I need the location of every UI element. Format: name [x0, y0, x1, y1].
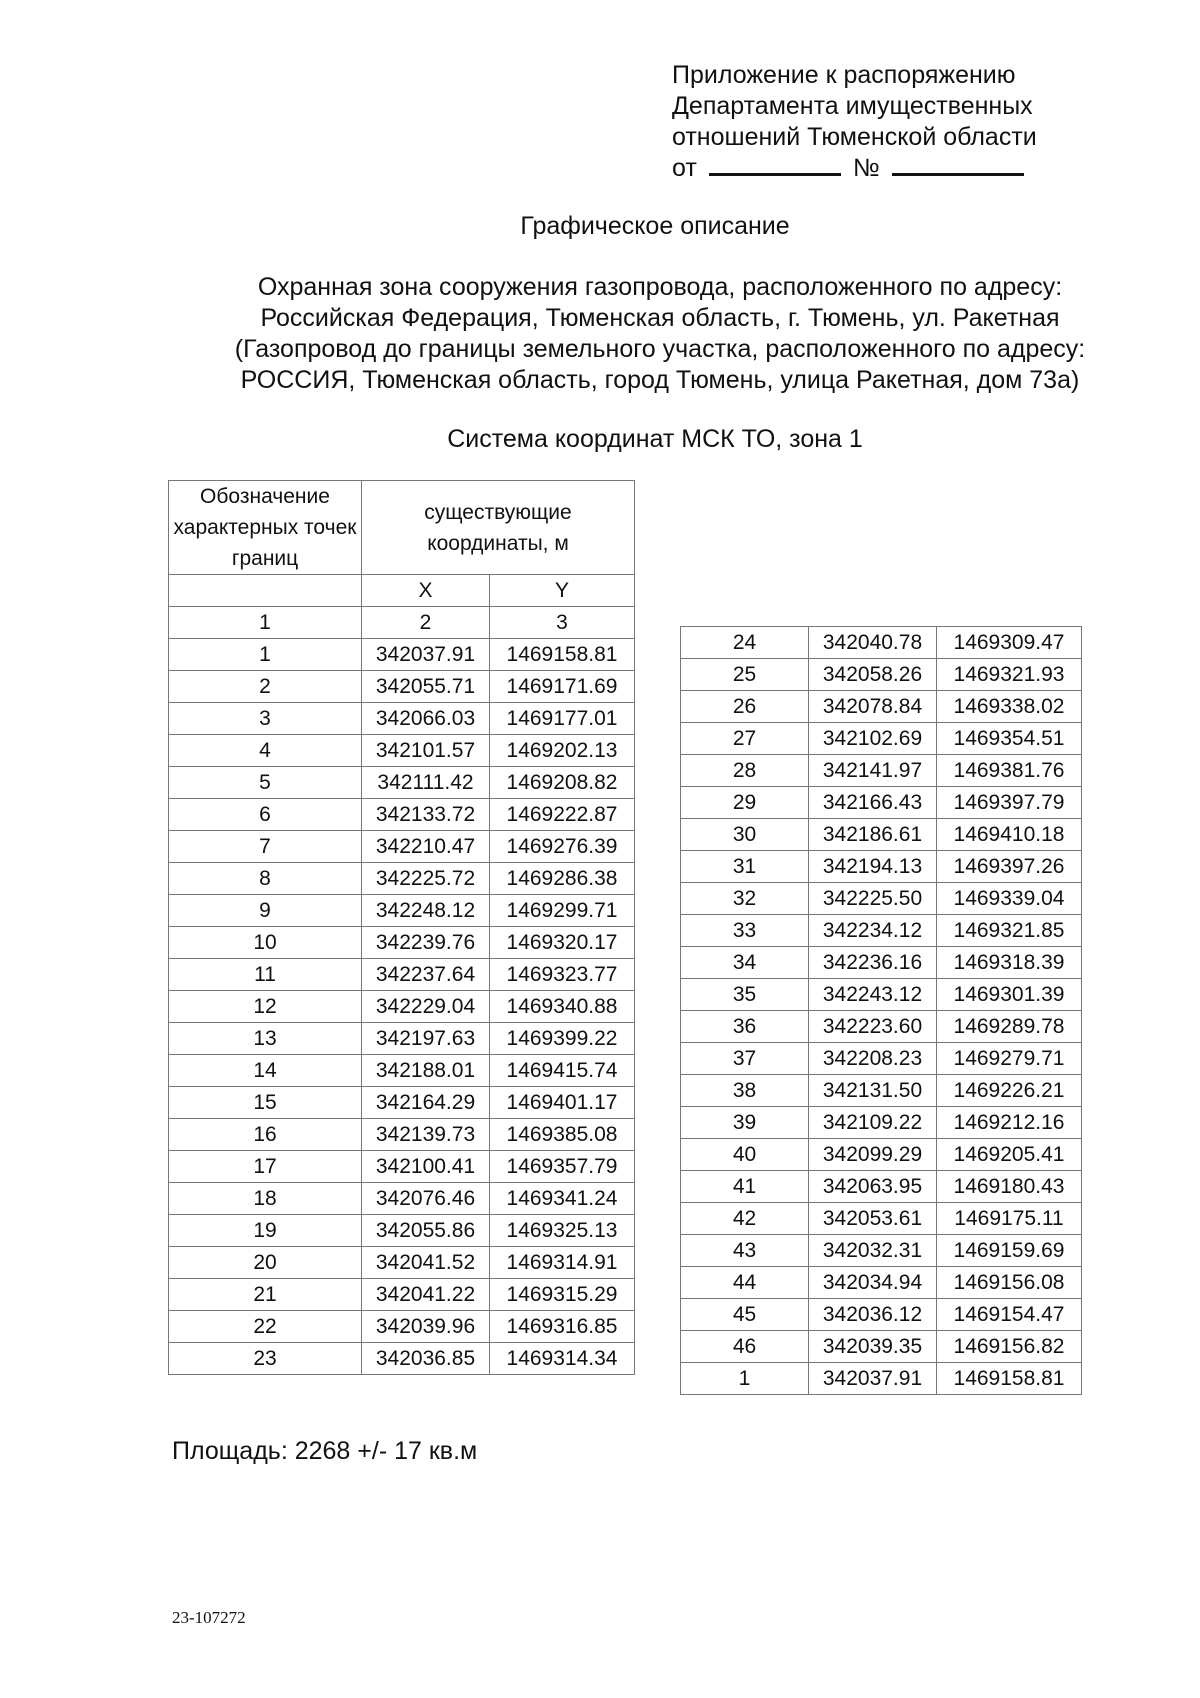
point-number-cell: 30: [681, 819, 809, 851]
table-row: [169, 1087, 635, 1119]
x-coordinate-cell: 342239.76: [362, 927, 490, 959]
x-coordinate-cell: 342037.91: [809, 1363, 937, 1395]
point-number-cell: 20: [169, 1247, 362, 1279]
point-number-cell: 40: [681, 1139, 809, 1171]
point-number-cell: 23: [169, 1343, 362, 1375]
point-number-cell: 2: [169, 671, 362, 703]
header-y: Y: [490, 575, 635, 607]
y-coordinate-cell: 1469158.81: [937, 1363, 1082, 1395]
table-row: [169, 767, 635, 799]
point-number-cell: 31: [681, 851, 809, 883]
table-row: [681, 1171, 1082, 1203]
table-row: [681, 819, 1082, 851]
description-line-3: (Газопровод до границы земельного участка, расположенного по адресу:: [234, 335, 1086, 363]
table-row: [169, 639, 635, 671]
x-coordinate-cell: 342037.91: [362, 639, 490, 671]
x-coordinate-cell: 342139.73: [362, 1119, 490, 1151]
table-row: [169, 671, 635, 703]
number-label: №: [852, 154, 880, 182]
x-coordinate-cell: 342188.01: [362, 1055, 490, 1087]
column-number-3: 3: [490, 607, 635, 639]
appendix-line-2: Департамента имущественных: [672, 92, 1033, 120]
y-coordinate-cell: 1469316.85: [490, 1311, 635, 1343]
x-coordinate-cell: 342225.72: [362, 863, 490, 895]
point-number-cell: 12: [169, 991, 362, 1023]
y-coordinate-cell: 1469357.79: [490, 1151, 635, 1183]
point-number-cell: 16: [169, 1119, 362, 1151]
x-coordinate-cell: 342164.29: [362, 1087, 490, 1119]
header-empty-cell: [169, 575, 362, 607]
point-number-cell: 22: [169, 1311, 362, 1343]
table-row: [681, 947, 1082, 979]
y-coordinate-cell: 1469399.22: [490, 1023, 635, 1055]
column-number-2: 2: [362, 607, 490, 639]
y-coordinate-cell: 1469397.79: [937, 787, 1082, 819]
table-row: [169, 1023, 635, 1055]
coordinate-system-title: Система координат МСК ТО, зона 1: [447, 425, 863, 453]
x-coordinate-cell: 342041.52: [362, 1247, 490, 1279]
x-coordinate-cell: 342236.16: [809, 947, 937, 979]
x-coordinate-cell: 342109.22: [809, 1107, 937, 1139]
y-coordinate-cell: 1469156.08: [937, 1267, 1082, 1299]
point-number-cell: 33: [681, 915, 809, 947]
x-coordinate-cell: 342186.61: [809, 819, 937, 851]
header-x: X: [362, 575, 490, 607]
from-label: от: [672, 154, 697, 182]
x-coordinate-cell: 342133.72: [362, 799, 490, 831]
point-number-cell: 39: [681, 1107, 809, 1139]
x-coordinate-cell: 342141.97: [809, 755, 937, 787]
y-coordinate-cell: 1469299.71: [490, 895, 635, 927]
table-row: [169, 1215, 635, 1247]
x-coordinate-cell: 342102.69: [809, 723, 937, 755]
table-row: [169, 1311, 635, 1343]
column-number-1: 1: [169, 607, 362, 639]
table-row: [681, 1363, 1082, 1395]
x-coordinate-cell: 342063.95: [809, 1171, 937, 1203]
left-table-body: [169, 639, 635, 1375]
y-coordinate-cell: 1469401.17: [490, 1087, 635, 1119]
x-coordinate-cell: 342194.13: [809, 851, 937, 883]
table-row: [681, 723, 1082, 755]
appendix-line-1: Приложение к распоряжению: [672, 61, 1016, 89]
x-coordinate-cell: 342058.26: [809, 659, 937, 691]
y-coordinate-cell: 1469339.04: [937, 883, 1082, 915]
point-number-cell: 27: [681, 723, 809, 755]
table-row: [681, 979, 1082, 1011]
table-row: [681, 1011, 1082, 1043]
table-row: [681, 915, 1082, 947]
point-number-cell: 7: [169, 831, 362, 863]
y-coordinate-cell: 1469222.87: [490, 799, 635, 831]
point-number-cell: 41: [681, 1171, 809, 1203]
table-row: [169, 959, 635, 991]
point-number-cell: 24: [681, 627, 809, 659]
y-coordinate-cell: 1469385.08: [490, 1119, 635, 1151]
point-number-cell: 34: [681, 947, 809, 979]
y-coordinate-cell: 1469208.82: [490, 767, 635, 799]
point-number-cell: 5: [169, 767, 362, 799]
x-coordinate-cell: 342078.84: [809, 691, 937, 723]
table-row: [169, 831, 635, 863]
x-coordinate-cell: 342053.61: [809, 1203, 937, 1235]
table-row: [681, 627, 1082, 659]
table-row: [681, 1235, 1082, 1267]
y-coordinate-cell: 1469154.47: [937, 1299, 1082, 1331]
point-number-cell: 18: [169, 1183, 362, 1215]
y-coordinate-cell: 1469410.18: [937, 819, 1082, 851]
x-coordinate-cell: 342036.12: [809, 1299, 937, 1331]
x-coordinate-cell: 342111.42: [362, 767, 490, 799]
y-coordinate-cell: 1469226.21: [937, 1075, 1082, 1107]
document-number: 23-107272: [172, 1608, 246, 1627]
point-number-cell: 44: [681, 1267, 809, 1299]
document-title: Графическое описание: [520, 212, 790, 240]
x-coordinate-cell: 342055.71: [362, 671, 490, 703]
y-coordinate-cell: 1469338.02: [937, 691, 1082, 723]
table-row: [169, 895, 635, 927]
y-coordinate-cell: 1469212.16: [937, 1107, 1082, 1139]
y-coordinate-cell: 1469175.11: [937, 1203, 1082, 1235]
point-number-cell: 17: [169, 1151, 362, 1183]
appendix-date-number-line: [672, 153, 1037, 184]
x-coordinate-cell: 342229.04: [362, 991, 490, 1023]
y-coordinate-cell: 1469202.13: [490, 735, 635, 767]
y-coordinate-cell: 1469171.69: [490, 671, 635, 703]
appendix-line-3: отношений Тюменской области: [672, 123, 1037, 151]
x-coordinate-cell: 342040.78: [809, 627, 937, 659]
y-coordinate-cell: 1469301.39: [937, 979, 1082, 1011]
y-coordinate-cell: 1469354.51: [937, 723, 1082, 755]
point-number-cell: 45: [681, 1299, 809, 1331]
table-row: [681, 883, 1082, 915]
table-row: [169, 1247, 635, 1279]
coordinates-table-left: [168, 480, 635, 1375]
y-coordinate-cell: 1469159.69: [937, 1235, 1082, 1267]
point-number-cell: 1: [681, 1363, 809, 1395]
x-coordinate-cell: 342234.12: [809, 915, 937, 947]
y-coordinate-cell: 1469325.13: [490, 1215, 635, 1247]
x-coordinate-cell: 342034.94: [809, 1267, 937, 1299]
point-number-cell: 10: [169, 927, 362, 959]
table-row: [681, 691, 1082, 723]
table-row: [169, 703, 635, 735]
point-number-cell: 21: [169, 1279, 362, 1311]
point-number-cell: 6: [169, 799, 362, 831]
table-row: [681, 659, 1082, 691]
y-coordinate-cell: 1469156.82: [937, 1331, 1082, 1363]
point-number-cell: 25: [681, 659, 809, 691]
x-coordinate-cell: 342066.03: [362, 703, 490, 735]
x-coordinate-cell: 342131.50: [809, 1075, 937, 1107]
description-line-2: Российская Федерация, Тюменская область, г. Тюмень, ул. Ракетная: [260, 304, 1060, 332]
coordinates-table-right: [680, 626, 1082, 1395]
table-row: [681, 1139, 1082, 1171]
point-number-cell: 13: [169, 1023, 362, 1055]
point-number-cell: 9: [169, 895, 362, 927]
y-coordinate-cell: 1469289.78: [937, 1011, 1082, 1043]
y-coordinate-cell: 1469177.01: [490, 703, 635, 735]
point-number-cell: 43: [681, 1235, 809, 1267]
description-line-1: Охранная зона сооружения газопровода, расположенного по адресу:: [257, 273, 1063, 301]
y-coordinate-cell: 1469205.41: [937, 1139, 1082, 1171]
x-coordinate-cell: 342197.63: [362, 1023, 490, 1055]
date-blank: [709, 155, 841, 176]
point-number-cell: 35: [681, 979, 809, 1011]
appendix-header: [672, 60, 1037, 184]
point-number-cell: 14: [169, 1055, 362, 1087]
x-coordinate-cell: 342039.35: [809, 1331, 937, 1363]
table-row: [169, 1119, 635, 1151]
y-coordinate-cell: 1469415.74: [490, 1055, 635, 1087]
point-number-cell: 29: [681, 787, 809, 819]
y-coordinate-cell: 1469158.81: [490, 639, 635, 671]
y-coordinate-cell: 1469323.77: [490, 959, 635, 991]
table-row: [169, 927, 635, 959]
table-row: [681, 1043, 1082, 1075]
table-row: [681, 1331, 1082, 1363]
x-coordinate-cell: 342041.22: [362, 1279, 490, 1311]
right-table-body: [681, 627, 1082, 1395]
point-number-cell: 46: [681, 1331, 809, 1363]
table-row: [681, 1267, 1082, 1299]
y-coordinate-cell: 1469381.76: [937, 755, 1082, 787]
point-number-cell: 32: [681, 883, 809, 915]
table-row: [169, 1151, 635, 1183]
table-row: [681, 851, 1082, 883]
y-coordinate-cell: 1469321.93: [937, 659, 1082, 691]
y-coordinate-cell: 1469321.85: [937, 915, 1082, 947]
table-row: [169, 1343, 635, 1375]
y-coordinate-cell: 1469279.71: [937, 1043, 1082, 1075]
x-coordinate-cell: 342248.12: [362, 895, 490, 927]
y-coordinate-cell: 1469315.29: [490, 1279, 635, 1311]
y-coordinate-cell: 1469286.38: [490, 863, 635, 895]
y-coordinate-cell: 1469397.26: [937, 851, 1082, 883]
point-number-cell: 28: [681, 755, 809, 787]
y-coordinate-cell: 1469309.47: [937, 627, 1082, 659]
table-row: [169, 863, 635, 895]
table-row: [681, 1299, 1082, 1331]
x-coordinate-cell: 342099.29: [809, 1139, 937, 1171]
y-coordinate-cell: 1469320.17: [490, 927, 635, 959]
x-coordinate-cell: 342076.46: [362, 1183, 490, 1215]
table-row: [169, 991, 635, 1023]
x-coordinate-cell: 342036.85: [362, 1343, 490, 1375]
y-coordinate-cell: 1469314.91: [490, 1247, 635, 1279]
table-row: [169, 1183, 635, 1215]
x-coordinate-cell: 342243.12: [809, 979, 937, 1011]
x-coordinate-cell: 342225.50: [809, 883, 937, 915]
point-number-cell: 1: [169, 639, 362, 671]
area-text: Площадь: 2268 +/- 17 кв.м: [172, 1437, 478, 1465]
y-coordinate-cell: 1469180.43: [937, 1171, 1082, 1203]
y-coordinate-cell: 1469314.34: [490, 1343, 635, 1375]
header-point-designation: Обозначение характерных точек границ: [169, 481, 362, 575]
table-row: [681, 787, 1082, 819]
point-number-cell: 37: [681, 1043, 809, 1075]
x-coordinate-cell: 342032.31: [809, 1235, 937, 1267]
table-row: [169, 735, 635, 767]
table-row: [681, 1107, 1082, 1139]
point-number-cell: 11: [169, 959, 362, 991]
point-number-cell: 26: [681, 691, 809, 723]
x-coordinate-cell: 342055.86: [362, 1215, 490, 1247]
y-coordinate-cell: 1469276.39: [490, 831, 635, 863]
point-number-cell: 8: [169, 863, 362, 895]
point-number-cell: 38: [681, 1075, 809, 1107]
x-coordinate-cell: 342223.60: [809, 1011, 937, 1043]
zone-description: [200, 272, 1120, 396]
number-blank: [892, 155, 1024, 176]
point-number-cell: 15: [169, 1087, 362, 1119]
point-number-cell: 4: [169, 735, 362, 767]
point-number-cell: 36: [681, 1011, 809, 1043]
x-coordinate-cell: 342166.43: [809, 787, 937, 819]
x-coordinate-cell: 342100.41: [362, 1151, 490, 1183]
point-number-cell: 42: [681, 1203, 809, 1235]
x-coordinate-cell: 342039.96: [362, 1311, 490, 1343]
x-coordinate-cell: 342237.64: [362, 959, 490, 991]
description-line-4: РОССИЯ, Тюменская область, город Тюмень, улица Ракетная, дом 73а): [240, 366, 1080, 394]
table-row: [681, 755, 1082, 787]
y-coordinate-cell: 1469341.24: [490, 1183, 635, 1215]
x-coordinate-cell: 342101.57: [362, 735, 490, 767]
point-number-cell: 3: [169, 703, 362, 735]
table-row: [681, 1075, 1082, 1107]
table-row: [169, 1055, 635, 1087]
table-row: [169, 1279, 635, 1311]
point-number-cell: 19: [169, 1215, 362, 1247]
table-row: [681, 1203, 1082, 1235]
x-coordinate-cell: 342208.23: [809, 1043, 937, 1075]
table-row: [169, 799, 635, 831]
x-coordinate-cell: 342210.47: [362, 831, 490, 863]
header-existing-coordinates: существующие координаты, м: [362, 481, 635, 575]
y-coordinate-cell: 1469318.39: [937, 947, 1082, 979]
y-coordinate-cell: 1469340.88: [490, 991, 635, 1023]
